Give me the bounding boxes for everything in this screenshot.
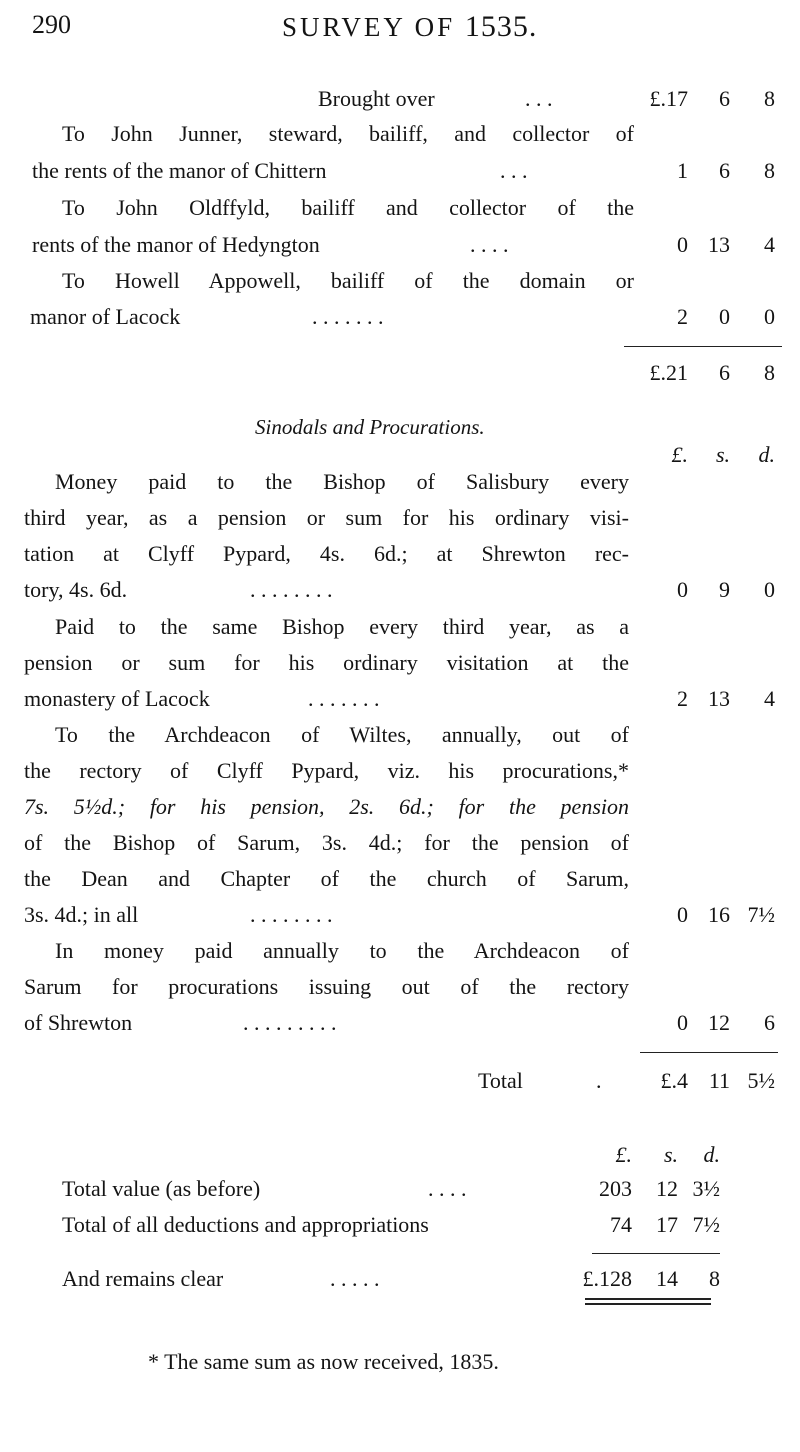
column-head-pence: d.: [703, 1142, 720, 1167]
amount-pounds: 0: [677, 902, 688, 927]
entry-line: manor of Lacock: [30, 304, 181, 329]
leader-dots: .: [596, 1068, 602, 1093]
section-heading: Sinodals and Procurations.: [255, 415, 485, 439]
entry-line: tation at Clyff Pypard, 4s. 6d.; at Shrewton rec-: [24, 541, 629, 566]
leader-dots: . . .: [500, 158, 528, 183]
entry-line: the rents of the manor of Chittern: [32, 158, 327, 183]
entry-line: pension or sum for his ordinary visitation at the: [24, 650, 629, 675]
column-head-pounds: £.: [671, 442, 688, 467]
amount-pence: 4: [764, 232, 775, 257]
column-head-shillings: s.: [715, 442, 730, 467]
entry-line: rents of the manor of Hedyngton: [32, 232, 320, 257]
amount-pence: 0: [764, 577, 775, 602]
summary-pounds: £.128: [582, 1266, 632, 1291]
column-head-pence: d.: [758, 442, 775, 467]
footnote: * The same sum as now received, 1835.: [148, 1349, 499, 1374]
entry-line: 3s. 4d.; in all: [24, 902, 139, 927]
leader-dots: . . . .: [470, 232, 509, 257]
amount-pounds: 1: [677, 158, 688, 183]
entry-line: monastery of Lacock: [24, 686, 210, 711]
entry-line: tory, 4s. 6d.: [24, 577, 128, 602]
entry-line: To the Archdeacon of Wiltes, annually, out of: [55, 722, 629, 747]
total-pence: 5½: [747, 1068, 775, 1093]
amount-shillings: 0: [719, 304, 730, 329]
amount-pounds: £.17: [649, 86, 688, 111]
running-head: [282, 10, 537, 44]
amount-pence: 7½: [747, 902, 775, 927]
entry-line: Paid to the same Bishop every third year, as a: [55, 614, 629, 639]
amount-shillings: 13: [708, 232, 730, 257]
total-label: Total: [478, 1068, 523, 1093]
leader-dots: . . . .: [428, 1176, 467, 1201]
amount-pence: 8: [764, 86, 775, 111]
summary-pence: 7½: [692, 1212, 720, 1237]
summary-pounds: 74: [610, 1212, 632, 1237]
summary-label: Total of all deductions and appropriations: [62, 1212, 429, 1237]
leader-dots: . . . . . . .: [308, 686, 380, 711]
amount-shillings: 6: [719, 158, 730, 183]
total-rule: [624, 346, 782, 347]
summary-pounds: 203: [599, 1176, 632, 1201]
running-head-year: 1535.: [464, 10, 538, 43]
summary-shillings: 12: [656, 1176, 678, 1201]
summary-pence: 3½: [692, 1176, 720, 1201]
amount-pence: 8: [764, 158, 775, 183]
amount-shillings: 9: [719, 577, 730, 602]
total-pounds: £.21: [649, 360, 688, 385]
amount-pounds: 2: [677, 686, 688, 711]
column-head-pounds: £.: [615, 1142, 632, 1167]
summary-label: Total value (as before): [62, 1176, 261, 1201]
amount-pounds: 2: [677, 304, 688, 329]
total-shillings: 6: [719, 360, 730, 385]
total-pence: 8: [764, 360, 775, 385]
amount-shillings: 12: [708, 1010, 730, 1035]
entry-line: 7s. 5½d.; for his pension, 2s. 6d.; for the pension: [24, 794, 629, 819]
page-number: 290: [32, 10, 71, 39]
column-head-shillings: s.: [663, 1142, 678, 1167]
entry-line: Money paid to the Bishop of Salisbury every: [55, 469, 629, 494]
double-rule-top: [585, 1298, 711, 1300]
summary-label: And remains clear: [62, 1266, 224, 1291]
leader-dots: . . . . . . . .: [250, 577, 333, 602]
entry-line: Sarum for procurations issuing out of the rectory: [24, 974, 629, 999]
amount-pounds: 0: [677, 232, 688, 257]
leader-dots: . . .: [525, 86, 553, 111]
amount-pounds: 0: [677, 1010, 688, 1035]
double-rule-bottom: [585, 1303, 711, 1305]
total-rule: [640, 1052, 778, 1053]
entry-line: To John Oldffyld, bailiff and collector of the: [62, 195, 634, 220]
brought-over-label: Brought over: [318, 86, 435, 111]
leader-dots: . . . . . . . . .: [243, 1010, 337, 1035]
entry-line: of the Bishop of Sarum, 3s. 4d.; for the pension of: [24, 830, 629, 855]
leader-dots: . . . . .: [330, 1266, 380, 1291]
amount-pounds: 0: [677, 577, 688, 602]
amount-shillings: 16: [708, 902, 730, 927]
total-pounds: £.4: [660, 1068, 688, 1093]
summary-pence: 8: [709, 1266, 720, 1291]
summary-shillings: 14: [656, 1266, 678, 1291]
entry-line: In money paid annually to the Archdeacon of: [55, 938, 629, 963]
leader-dots: . . . . . . . .: [250, 902, 333, 927]
amount-pence: 6: [764, 1010, 775, 1035]
amount-shillings: 6: [719, 86, 730, 111]
entry-line: the rectory of Clyff Pypard, viz. his procurations,*: [24, 758, 629, 783]
entry-line: third year, as a pension or sum for his ordinary visi-: [24, 505, 629, 530]
running-head-word: SURVEY OF: [282, 12, 456, 42]
amount-shillings: 13: [708, 686, 730, 711]
entry-line: the Dean and Chapter of the church of Sarum,: [24, 866, 629, 891]
entry-line: To John Junner, steward, bailiff, and collector of: [62, 121, 634, 146]
summary-shillings: 17: [656, 1212, 678, 1237]
total-shillings: 11: [708, 1068, 730, 1093]
leader-dots: . . . . . . .: [312, 304, 384, 329]
amount-pence: 4: [764, 686, 775, 711]
entry-line: of Shrewton: [24, 1010, 133, 1035]
summary-rule: [592, 1253, 720, 1254]
entry-line: To Howell Appowell, bailiff of the domain or: [62, 268, 634, 293]
amount-pence: 0: [764, 304, 775, 329]
